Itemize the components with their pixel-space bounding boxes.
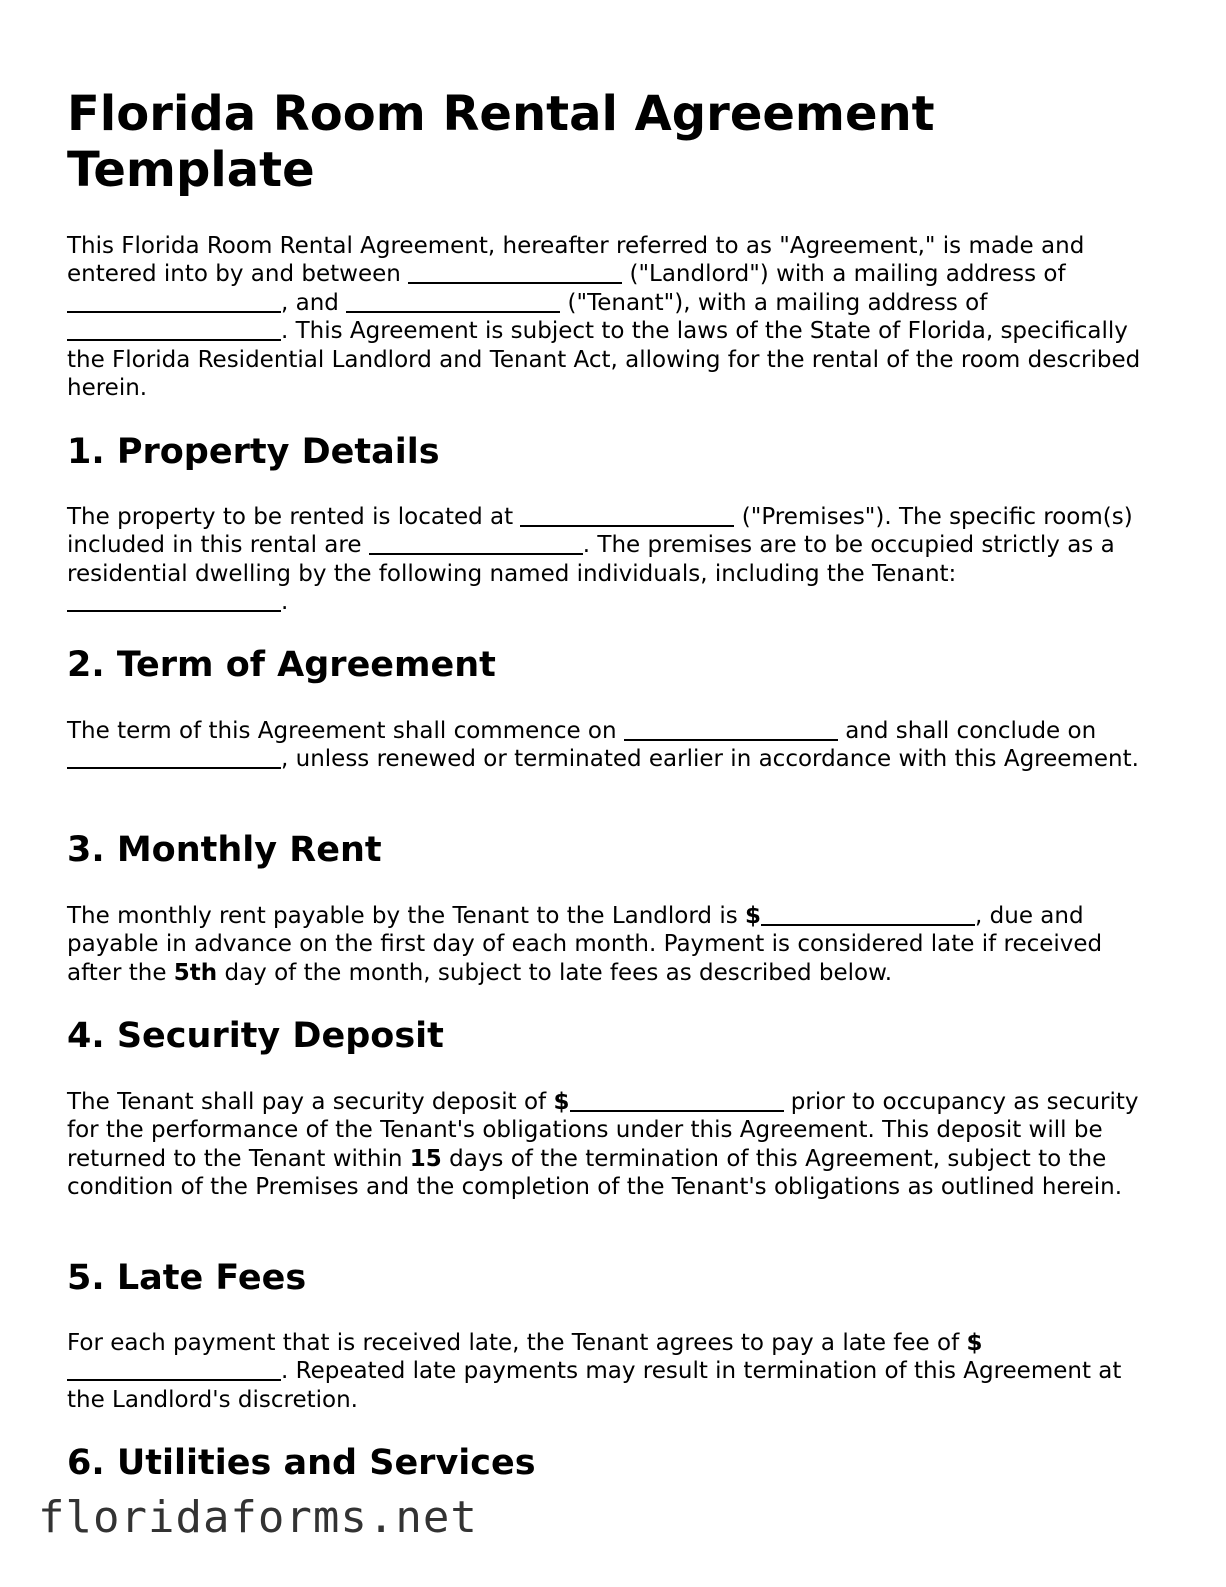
monthly-rent-paragraph bbox=[67, 902, 1157, 987]
deposit-dollar-sign: $ bbox=[553, 1089, 570, 1115]
intro-text-2: ("Landlord") with a mailing address of bbox=[622, 261, 1066, 288]
watermark-text: floridaforms.net bbox=[38, 1492, 478, 1543]
rent-text-1: The monthly rent payable by the Tenant to the Landlord is bbox=[67, 903, 746, 929]
rent-text-2: , due and payable in advance on the first day of each month. Payment is considered late if received after the bbox=[67, 903, 1103, 986]
late-day-value: 5th bbox=[173, 959, 218, 986]
landlord-address-blank[interactable] bbox=[67, 291, 281, 313]
security-deposit-amount-blank[interactable] bbox=[570, 1090, 784, 1112]
section-heading-security-deposit: 4. Security Deposit bbox=[67, 1016, 444, 1056]
term-start-date-blank[interactable] bbox=[624, 719, 838, 741]
deposit-text-1: The Tenant shall pay a security deposit of bbox=[67, 1089, 554, 1115]
section-heading-monthly-rent: 3. Monthly Rent bbox=[67, 830, 382, 870]
section-heading-utilities-and-services: 6. Utilities and Services bbox=[67, 1443, 536, 1483]
property-details-paragraph bbox=[67, 503, 1157, 617]
term-end-date-blank[interactable] bbox=[67, 747, 281, 769]
late-fee-text-1: For each payment that is received late, the Tenant agrees to pay a late fee of bbox=[67, 1330, 967, 1356]
landlord-name-blank[interactable] bbox=[408, 262, 622, 284]
intro-text-3: , and bbox=[281, 289, 347, 316]
late-fee-text-2: . Repeated late payments may result in termination of this Agreement at the Landlord's discretion. bbox=[67, 1358, 1122, 1413]
late-fee-dollar-sign: $ bbox=[966, 1330, 983, 1356]
rent-dollar-sign: $ bbox=[745, 903, 762, 929]
monthly-rent-amount-blank[interactable] bbox=[761, 904, 975, 926]
occupants-blank[interactable] bbox=[67, 590, 281, 612]
rooms-included-blank[interactable] bbox=[369, 533, 583, 555]
intro-paragraph bbox=[67, 232, 1157, 402]
intro-text-5: . This Agreement is subject to the laws of the State of Florida, specifically the Florida Residential Landlord and Tenant Act, allowing for the rental of the room described herein. bbox=[67, 318, 1141, 402]
term-text-3: , unless renewed or terminated earlier in accordance with this Agreement. bbox=[281, 746, 1139, 773]
deposit-return-days-value: 15 bbox=[409, 1145, 442, 1172]
property-text-4: . bbox=[281, 589, 289, 616]
property-location-blank[interactable] bbox=[520, 505, 734, 527]
security-deposit-paragraph bbox=[67, 1088, 1157, 1202]
intro-text-1: This Florida Room Rental Agreement, hereafter referred to as "Agreement," is made and entered into by and between bbox=[67, 233, 1085, 288]
section-heading-term-of-agreement: 2. Term of Agreement bbox=[67, 645, 496, 685]
property-text-2: ("Premises"). The specific room(s) included in this rental are bbox=[67, 504, 1133, 559]
tenant-name-blank[interactable] bbox=[346, 291, 560, 313]
property-text-1: The property to be rented is located at bbox=[67, 504, 521, 530]
property-text-3: . The premises are to be occupied strictly as a residential dwelling by the following named individuals, including the Tenant: bbox=[67, 532, 1115, 587]
section-heading-late-fees: 5. Late Fees bbox=[67, 1258, 307, 1298]
deposit-text-3: days of the termination of this Agreement, subject to the condition of the Premises and the completion of the Tenant's obligations as outlined herein. bbox=[67, 1145, 1123, 1201]
late-fee-amount-blank[interactable] bbox=[67, 1359, 281, 1381]
deposit-text-2: prior to occupancy as security for the performance of the Tenant's obligations under this Agreement. This deposit will be returned to the Tenant within bbox=[67, 1089, 1139, 1172]
intro-text-4: ("Tenant"), with a mailing address of bbox=[560, 289, 988, 316]
document-title: Florida Room Rental Agreement Template bbox=[67, 86, 935, 198]
rent-text-3: day of the month, subject to late fees as described below. bbox=[217, 959, 893, 986]
term-paragraph bbox=[67, 717, 1157, 774]
term-text-2: and shall conclude on bbox=[837, 718, 1097, 744]
section-heading-property-details: 1. Property Details bbox=[67, 432, 440, 472]
tenant-address-blank[interactable] bbox=[67, 319, 281, 341]
late-fees-paragraph bbox=[67, 1329, 1157, 1414]
term-text-1: The term of this Agreement shall commence on bbox=[67, 718, 624, 744]
